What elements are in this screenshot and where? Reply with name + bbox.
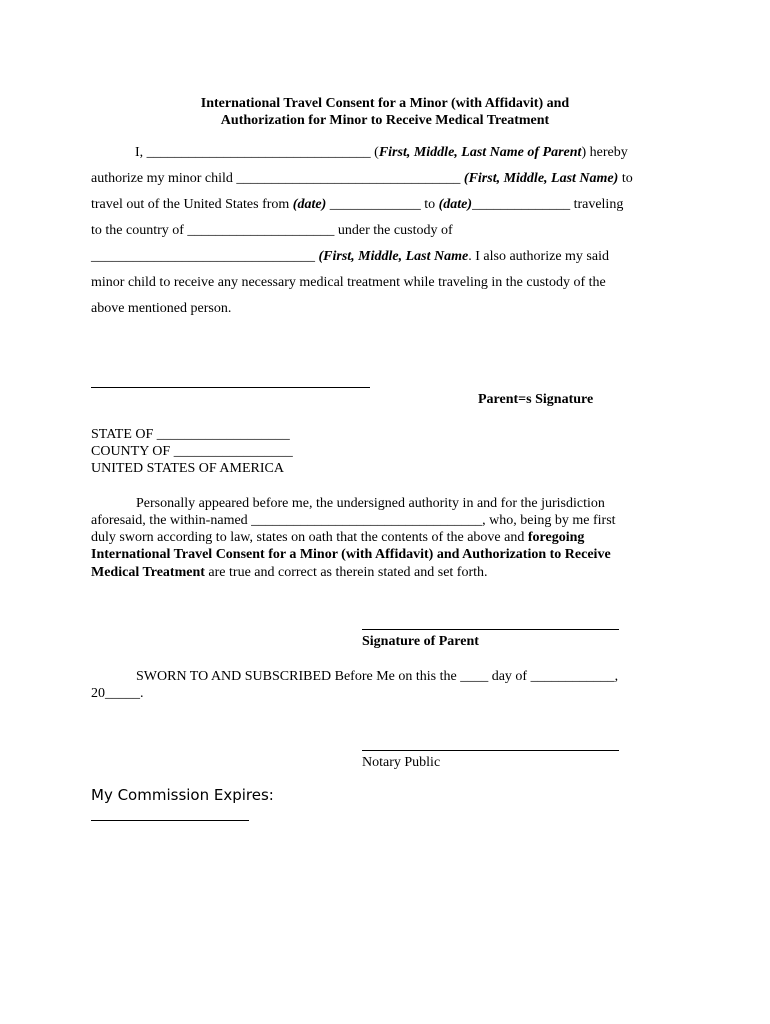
parent-affidavit-signature-line bbox=[362, 629, 619, 630]
document-title-line-2: Authorization for Minor to Receive Medical Treatment bbox=[220, 113, 550, 128]
consent-line-3: travel out of the United States from (date) _____________ to (date)______________ traveling bbox=[91, 197, 624, 212]
affidavit-line-1: Personally appeared before me, the undersigned authority in and for the jurisdiction bbox=[136, 496, 605, 511]
affidavit-line-3: duly sworn according to law, states on oath that the contents of the above and foregoing bbox=[91, 530, 585, 545]
document-title-line-1: International Travel Consent for a Minor (with Affidavit) and bbox=[200, 96, 570, 111]
consent-line-4: to the country of _____________________ under the custody of bbox=[91, 223, 453, 238]
signature-of-parent-label: Signature of Parent bbox=[362, 634, 479, 649]
commission-expires-line bbox=[91, 820, 249, 821]
country-line: UNITED STATES OF AMERICA bbox=[91, 461, 284, 476]
parent-signature-label: Parent=s Signature bbox=[478, 392, 594, 407]
affidavit-line-4: International Travel Consent for a Minor (with Affidavit) and Authorization to Receive bbox=[91, 547, 611, 562]
notary-public-label: Notary Public bbox=[362, 755, 441, 770]
consent-line-1: I, ________________________________ (First, Middle, Last Name of Parent) hereby bbox=[135, 145, 628, 160]
affidavit-line-5: Medical Treatment are true and correct as therein stated and set forth. bbox=[91, 565, 488, 580]
commission-expires-label: My Commission Expires: bbox=[91, 786, 274, 804]
consent-line-5: ________________________________ (First, Middle, Last Name. I also authorize my said bbox=[91, 249, 609, 264]
affidavit-line-2: aforesaid, the within-named _________________________________, who, being by me first bbox=[91, 513, 616, 528]
consent-line-2: authorize my minor child ________________________________ (First, Middle, Last Name) to bbox=[91, 171, 633, 186]
sworn-line-1: SWORN TO AND SUBSCRIBED Before Me on this the ____ day of ____________, bbox=[136, 669, 619, 684]
state-line: STATE OF ___________________ bbox=[91, 427, 290, 442]
county-line: COUNTY OF _________________ bbox=[91, 444, 293, 459]
notary-signature-line bbox=[362, 750, 619, 751]
consent-line-6: minor child to receive any necessary medical treatment while traveling in the custody of the bbox=[91, 275, 606, 290]
consent-line-7: above mentioned person. bbox=[91, 301, 232, 316]
parent-signature-line bbox=[91, 387, 370, 388]
sworn-line-2: 20_____. bbox=[91, 686, 144, 701]
